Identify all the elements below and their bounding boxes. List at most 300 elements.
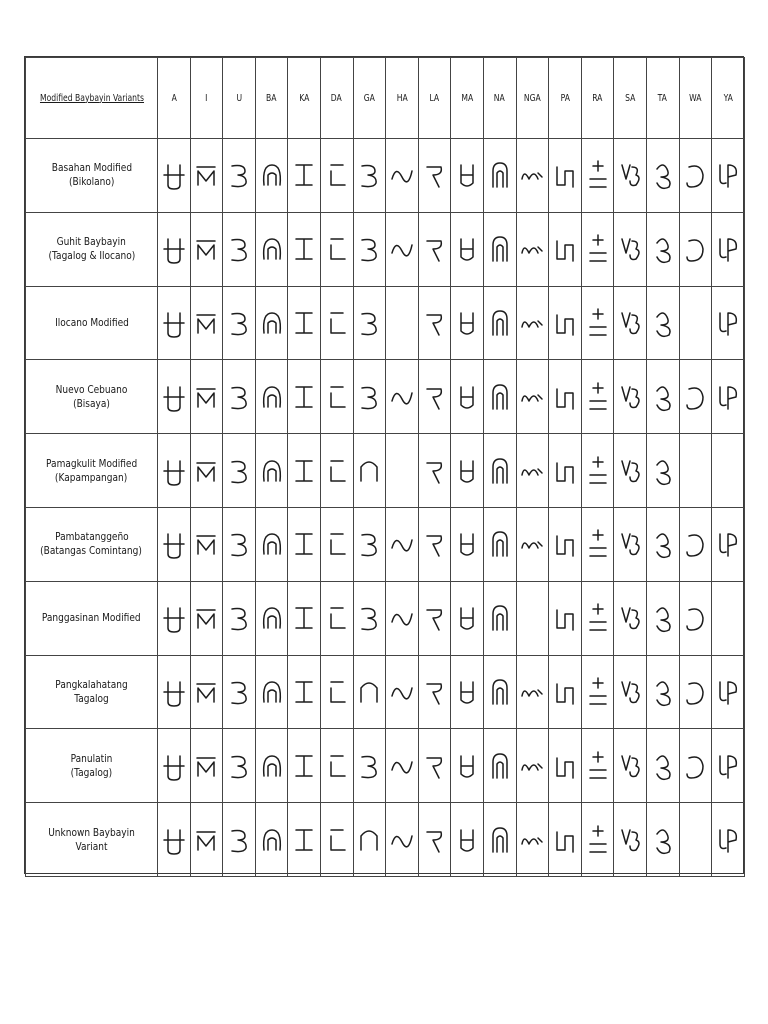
column-header-wa: WA <box>681 58 709 139</box>
script-glyph-icon <box>258 674 286 710</box>
script-glyph-icon <box>192 748 220 784</box>
script-glyph-icon <box>421 526 449 562</box>
script-glyph-icon <box>453 674 481 710</box>
script-glyph-icon <box>160 305 188 341</box>
variant-name-cell <box>26 507 158 581</box>
script-glyph-icon <box>486 379 514 415</box>
glyph-cell-pa <box>549 360 582 434</box>
glyph-cell-ka <box>288 139 321 213</box>
script-glyph-icon <box>290 674 318 710</box>
script-glyph-icon <box>421 453 449 489</box>
glyph-cell-ma <box>451 803 484 877</box>
glyph-cell-sa <box>614 507 647 581</box>
column-header-u: U <box>225 58 253 139</box>
glyph-cell-ka <box>288 507 321 581</box>
script-glyph-icon <box>421 231 449 267</box>
glyph-cell-ba <box>255 360 288 434</box>
script-glyph-icon <box>258 379 286 415</box>
script-glyph-icon <box>421 305 449 341</box>
glyph-cell-wa <box>679 655 712 729</box>
glyph-cell-ba <box>255 581 288 655</box>
glyph-cell-ya <box>712 286 745 360</box>
glyph-cell-ra <box>581 581 614 655</box>
script-glyph-icon <box>225 748 253 784</box>
script-glyph-icon <box>616 157 644 193</box>
script-glyph-icon <box>192 379 220 415</box>
glyph-cell-nga <box>516 212 549 286</box>
glyph-cell-da <box>320 434 353 508</box>
glyph-cell-pa <box>549 507 582 581</box>
script-glyph-icon <box>616 674 644 710</box>
script-glyph-icon <box>355 748 383 784</box>
glyph-cell-ba <box>255 803 288 877</box>
glyph-cell-ma <box>451 139 484 213</box>
column-header-nga: NGA <box>518 58 546 139</box>
script-glyph-icon <box>616 822 644 858</box>
glyph-cell-ba <box>255 212 288 286</box>
glyph-cell-ba <box>255 655 288 729</box>
script-glyph-icon <box>258 305 286 341</box>
column-header-ga: GA <box>356 58 384 139</box>
glyph-cell-ta <box>646 286 679 360</box>
script-glyph-icon <box>616 748 644 784</box>
glyph-cell-u <box>223 655 256 729</box>
script-glyph-icon <box>290 453 318 489</box>
glyph-cell-a <box>158 286 191 360</box>
script-glyph-icon <box>323 526 351 562</box>
script-glyph-icon <box>584 600 612 636</box>
glyph-cell-na <box>483 139 516 213</box>
glyph-cell-ya <box>712 581 745 655</box>
script-glyph-icon <box>649 453 677 489</box>
glyph-cell-na <box>483 360 516 434</box>
script-glyph-icon <box>323 305 351 341</box>
script-glyph-icon <box>388 157 416 193</box>
glyph-cell-nga <box>516 139 549 213</box>
column-header-ta: TA <box>649 58 677 139</box>
glyph-cell-pa <box>549 803 582 877</box>
glyph-cell-nga <box>516 286 549 360</box>
glyph-cell-da <box>320 729 353 803</box>
glyph-cell-na <box>483 507 516 581</box>
script-glyph-icon <box>290 748 318 784</box>
glyph-cell-ga <box>353 139 386 213</box>
script-glyph-icon <box>421 748 449 784</box>
script-glyph-icon <box>649 379 677 415</box>
script-glyph-icon <box>616 379 644 415</box>
column-header-ha: HA <box>388 58 416 139</box>
script-glyph-icon <box>584 305 612 341</box>
glyph-cell-ya <box>712 139 745 213</box>
script-glyph-icon <box>225 453 253 489</box>
glyph-cell-ra <box>581 803 614 877</box>
glyph-cell-ta <box>646 360 679 434</box>
script-glyph-icon <box>551 379 579 415</box>
glyph-cell-ka <box>288 286 321 360</box>
glyph-cell-nga <box>516 507 549 581</box>
script-glyph-icon <box>518 822 546 858</box>
glyph-cell-a <box>158 655 191 729</box>
glyph-cell-pa <box>549 434 582 508</box>
glyph-cell-ta <box>646 581 679 655</box>
glyph-cell-wa <box>679 507 712 581</box>
glyph-cell-ra <box>581 507 614 581</box>
script-glyph-icon <box>160 600 188 636</box>
script-glyph-icon <box>649 748 677 784</box>
glyph-cell-la <box>418 212 451 286</box>
variant-name-cell <box>26 360 158 434</box>
glyph-cell-ka <box>288 729 321 803</box>
table-row <box>26 507 745 581</box>
glyph-cell-da <box>320 139 353 213</box>
script-glyph-icon <box>453 305 481 341</box>
glyph-cell-ga <box>353 655 386 729</box>
script-glyph-icon <box>355 453 383 489</box>
column-header-pa: PA <box>551 58 579 139</box>
script-glyph-icon <box>584 231 612 267</box>
script-glyph-icon <box>225 822 253 858</box>
script-glyph-icon <box>323 822 351 858</box>
glyph-cell-na <box>483 729 516 803</box>
script-glyph-icon <box>551 822 579 858</box>
variant-name: Guhit Baybayin <box>56 235 127 249</box>
glyph-cell-ra <box>581 212 614 286</box>
glyph-cell-na <box>483 803 516 877</box>
script-glyph-icon <box>323 379 351 415</box>
script-glyph-icon <box>616 231 644 267</box>
script-glyph-icon <box>160 674 188 710</box>
script-glyph-icon <box>681 600 709 636</box>
glyph-cell-u <box>223 581 256 655</box>
script-glyph-icon <box>681 674 709 710</box>
glyph-cell-sa <box>614 286 647 360</box>
table-row <box>26 360 745 434</box>
script-glyph-icon <box>616 305 644 341</box>
script-glyph-icon <box>290 231 318 267</box>
glyph-cell-ka <box>288 434 321 508</box>
glyph-cell-u <box>223 803 256 877</box>
glyph-cell-ka <box>288 803 321 877</box>
script-glyph-icon <box>225 600 253 636</box>
glyph-cell-nga <box>516 729 549 803</box>
script-glyph-icon <box>518 305 546 341</box>
variant-name-cell <box>26 139 158 213</box>
script-glyph-icon <box>258 231 286 267</box>
glyph-cell-i <box>190 803 223 877</box>
script-glyph-icon <box>421 822 449 858</box>
glyph-cell-ga <box>353 286 386 360</box>
script-glyph-icon <box>355 674 383 710</box>
script-glyph-icon <box>258 822 286 858</box>
column-header-la: LA <box>421 58 449 139</box>
script-glyph-icon <box>421 674 449 710</box>
glyph-cell-ma <box>451 655 484 729</box>
script-glyph-icon <box>453 453 481 489</box>
table-row <box>26 139 745 213</box>
script-glyph-icon <box>714 231 742 267</box>
script-glyph-icon <box>551 526 579 562</box>
table-row <box>26 212 745 286</box>
glyph-cell-ra <box>581 655 614 729</box>
script-glyph-icon <box>453 822 481 858</box>
glyph-cell-ba <box>255 434 288 508</box>
table-row <box>26 729 745 803</box>
variant-region: (Kapampangan) <box>55 470 128 484</box>
script-glyph-icon <box>355 305 383 341</box>
glyph-cell-nga <box>516 803 549 877</box>
glyph-cell-nga <box>516 434 549 508</box>
script-glyph-icon <box>388 822 416 858</box>
glyph-cell-da <box>320 655 353 729</box>
script-glyph-icon <box>584 379 612 415</box>
script-glyph-icon <box>225 231 253 267</box>
glyph-cell-wa <box>679 286 712 360</box>
script-glyph-icon <box>453 157 481 193</box>
glyph-cell-i <box>190 434 223 508</box>
script-glyph-icon <box>355 231 383 267</box>
glyph-cell-ka <box>288 655 321 729</box>
script-glyph-icon <box>421 600 449 636</box>
variant-name: Unknown Baybayin Variant <box>48 825 135 853</box>
script-glyph-icon <box>160 379 188 415</box>
script-glyph-icon <box>486 526 514 562</box>
glyph-cell-a <box>158 434 191 508</box>
variant-name-cell <box>26 729 158 803</box>
glyph-cell-ya <box>712 507 745 581</box>
variant-name: Basahan Modified <box>51 161 132 175</box>
variant-table <box>25 57 745 877</box>
script-glyph-icon <box>225 157 253 193</box>
glyph-cell-na <box>483 212 516 286</box>
glyph-cell-i <box>190 212 223 286</box>
table-row <box>26 803 745 877</box>
script-glyph-icon <box>518 453 546 489</box>
script-glyph-icon <box>649 600 677 636</box>
script-glyph-icon <box>486 231 514 267</box>
column-header-ba: BA <box>258 58 286 139</box>
script-glyph-icon <box>388 231 416 267</box>
script-glyph-icon <box>258 526 286 562</box>
script-glyph-icon <box>323 231 351 267</box>
glyph-cell-ra <box>581 286 614 360</box>
glyph-cell-ga <box>353 360 386 434</box>
script-glyph-icon <box>355 822 383 858</box>
glyph-cell-sa <box>614 729 647 803</box>
glyph-cell-da <box>320 286 353 360</box>
script-glyph-icon <box>649 822 677 858</box>
script-glyph-icon <box>551 453 579 489</box>
script-glyph-icon <box>551 748 579 784</box>
glyph-cell-ba <box>255 139 288 213</box>
glyph-cell-ha <box>386 507 419 581</box>
variant-name-cell <box>26 286 158 360</box>
glyph-cell-ra <box>581 139 614 213</box>
glyph-cell-ya <box>712 434 745 508</box>
glyph-cell-pa <box>549 581 582 655</box>
script-glyph-icon <box>616 526 644 562</box>
glyph-cell-ra <box>581 360 614 434</box>
glyph-cell-a <box>158 212 191 286</box>
glyph-cell-a <box>158 507 191 581</box>
script-glyph-icon <box>160 453 188 489</box>
script-glyph-icon <box>388 600 416 636</box>
script-glyph-icon <box>486 157 514 193</box>
glyph-cell-u <box>223 729 256 803</box>
glyph-cell-ya <box>712 803 745 877</box>
script-glyph-icon <box>649 305 677 341</box>
script-glyph-icon <box>518 157 546 193</box>
glyph-cell-u <box>223 286 256 360</box>
glyph-cell-ma <box>451 212 484 286</box>
script-glyph-icon <box>323 674 351 710</box>
variant-name: Panulatin <box>70 751 113 765</box>
variant-name-cell <box>26 803 158 877</box>
glyph-cell-la <box>418 507 451 581</box>
glyph-cell-nga <box>516 655 549 729</box>
glyph-cell-i <box>190 729 223 803</box>
table-row <box>26 434 745 508</box>
script-glyph-icon <box>225 379 253 415</box>
glyph-cell-i <box>190 507 223 581</box>
script-glyph-icon <box>551 305 579 341</box>
script-glyph-icon <box>160 157 188 193</box>
glyph-cell-na <box>483 286 516 360</box>
script-glyph-icon <box>290 379 318 415</box>
table-body <box>26 139 745 877</box>
script-glyph-icon <box>192 822 220 858</box>
table-row <box>26 655 745 729</box>
glyph-cell-na <box>483 655 516 729</box>
column-header-a: A <box>160 58 188 139</box>
header-row <box>26 58 745 139</box>
script-glyph-icon <box>518 526 546 562</box>
glyph-cell-ga <box>353 581 386 655</box>
glyph-cell-ta <box>646 655 679 729</box>
glyph-cell-ba <box>255 507 288 581</box>
glyph-cell-ka <box>288 581 321 655</box>
script-glyph-icon <box>616 453 644 489</box>
glyph-cell-ha <box>386 360 419 434</box>
glyph-cell-i <box>190 655 223 729</box>
script-glyph-icon <box>258 453 286 489</box>
script-glyph-icon <box>323 600 351 636</box>
script-glyph-icon <box>714 157 742 193</box>
script-glyph-icon <box>551 600 579 636</box>
variant-region: (Tagalog & Ilocano) <box>48 249 135 263</box>
glyph-cell-a <box>158 803 191 877</box>
glyph-cell-ya <box>712 655 745 729</box>
column-header-sa: SA <box>616 58 644 139</box>
glyph-cell-ta <box>646 507 679 581</box>
script-glyph-icon <box>681 231 709 267</box>
glyph-cell-ha <box>386 729 419 803</box>
script-glyph-icon <box>714 379 742 415</box>
script-glyph-icon <box>323 157 351 193</box>
glyph-cell-u <box>223 507 256 581</box>
glyph-cell-pa <box>549 139 582 213</box>
glyph-cell-u <box>223 139 256 213</box>
glyph-cell-ta <box>646 434 679 508</box>
script-glyph-icon <box>355 600 383 636</box>
glyph-cell-ha <box>386 655 419 729</box>
glyph-cell-ha <box>386 212 419 286</box>
glyph-cell-wa <box>679 803 712 877</box>
script-glyph-icon <box>649 526 677 562</box>
script-glyph-icon <box>681 526 709 562</box>
glyph-cell-ma <box>451 434 484 508</box>
glyph-cell-sa <box>614 360 647 434</box>
variant-name: Pangkalahatang Tagalog <box>55 677 128 705</box>
script-glyph-icon <box>551 157 579 193</box>
script-glyph-icon <box>518 674 546 710</box>
variant-name: Pambatanggeño <box>54 530 129 544</box>
glyph-cell-a <box>158 139 191 213</box>
script-glyph-icon <box>258 748 286 784</box>
glyph-cell-ba <box>255 286 288 360</box>
glyph-cell-pa <box>549 212 582 286</box>
script-glyph-icon <box>584 748 612 784</box>
script-glyph-icon <box>486 600 514 636</box>
script-glyph-icon <box>649 157 677 193</box>
glyph-cell-ta <box>646 803 679 877</box>
glyph-cell-ga <box>353 803 386 877</box>
glyph-cell-ha <box>386 434 419 508</box>
glyph-cell-la <box>418 655 451 729</box>
glyph-cell-ma <box>451 360 484 434</box>
glyph-cell-la <box>418 360 451 434</box>
glyph-cell-sa <box>614 212 647 286</box>
column-header-da: DA <box>323 58 351 139</box>
glyph-cell-i <box>190 286 223 360</box>
script-glyph-icon <box>355 157 383 193</box>
glyph-cell-ta <box>646 212 679 286</box>
variant-name-cell <box>26 434 158 508</box>
variant-name-cell <box>26 655 158 729</box>
glyph-cell-ha <box>386 581 419 655</box>
glyph-cell-wa <box>679 434 712 508</box>
variant-region: (Batangas Comintang) <box>40 544 143 558</box>
glyph-cell-ha <box>386 286 419 360</box>
script-glyph-icon <box>584 453 612 489</box>
glyph-cell-ha <box>386 139 419 213</box>
glyph-cell-ka <box>288 360 321 434</box>
glyph-cell-la <box>418 434 451 508</box>
glyph-cell-ga <box>353 434 386 508</box>
glyph-cell-pa <box>549 286 582 360</box>
glyph-cell-a <box>158 360 191 434</box>
glyph-cell-wa <box>679 212 712 286</box>
script-glyph-icon <box>584 526 612 562</box>
variant-name-cell <box>26 581 158 655</box>
glyph-cell-ya <box>712 360 745 434</box>
script-glyph-icon <box>421 157 449 193</box>
script-glyph-icon <box>388 674 416 710</box>
script-glyph-icon <box>649 674 677 710</box>
glyph-cell-a <box>158 581 191 655</box>
glyph-cell-pa <box>549 729 582 803</box>
script-glyph-icon <box>714 305 742 341</box>
glyph-cell-a <box>158 729 191 803</box>
variant-region: (Bikolano) <box>68 175 115 189</box>
glyph-cell-i <box>190 581 223 655</box>
script-glyph-icon <box>192 600 220 636</box>
glyph-cell-da <box>320 212 353 286</box>
glyph-cell-ra <box>581 434 614 508</box>
glyph-cell-ka <box>288 212 321 286</box>
script-glyph-icon <box>551 231 579 267</box>
glyph-cell-da <box>320 507 353 581</box>
script-glyph-icon <box>681 157 709 193</box>
